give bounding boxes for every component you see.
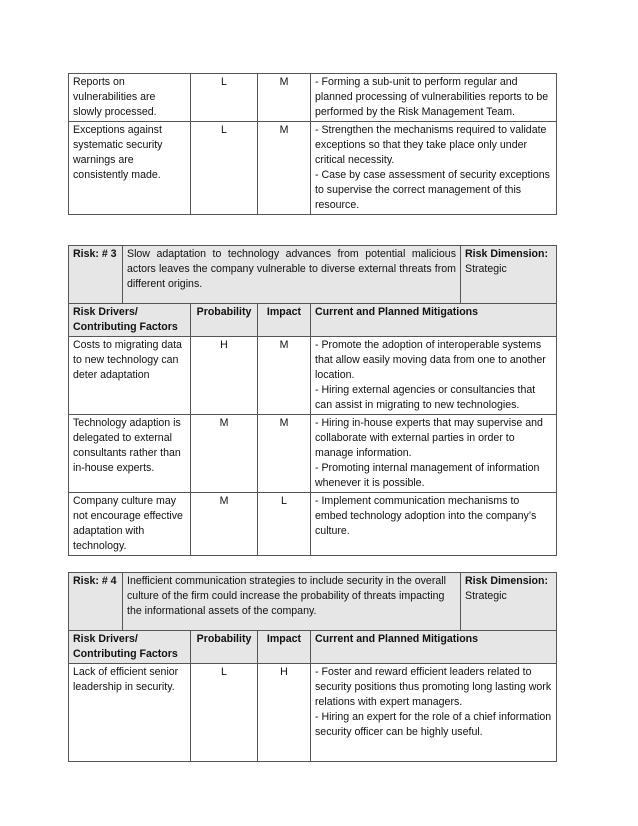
risk-dimension-label: Risk Dimension: xyxy=(465,248,549,260)
impact-cell: H xyxy=(258,664,311,762)
table-row xyxy=(69,337,557,415)
risk-header-row xyxy=(69,573,557,631)
impact-cell: L xyxy=(258,493,311,556)
risk-description: Slow adaptation to technology advances from potential malicious actors leaves the company vulnerable to diverse external threats from different origins. xyxy=(123,246,461,304)
risk-driver-cell: Reports on vulnerabilities are slowly processed. xyxy=(69,74,191,122)
mitigation-cell xyxy=(311,337,557,415)
table-row xyxy=(69,493,557,556)
column-header-probability: Probability xyxy=(191,304,258,337)
mitigation-item: - Case by case assessment of security exceptions to supervise the correct management of this resource. xyxy=(315,169,550,211)
mitigation-cell xyxy=(311,664,557,762)
column-header-row xyxy=(69,631,557,664)
probability-cell: H xyxy=(191,337,258,415)
risk-number: Risk: # 3 xyxy=(69,246,123,304)
risk-dimension xyxy=(461,573,557,631)
column-header-drivers: Risk Drivers/ Contributing Factors xyxy=(69,304,191,337)
column-header-mitigations: Current and Planned Mitigations xyxy=(311,304,557,337)
impact-cell: M xyxy=(258,415,311,493)
column-header-probability: Probability xyxy=(191,631,258,664)
probability-cell: L xyxy=(191,122,258,215)
column-header-impact: Impact xyxy=(258,631,311,664)
risk-3-table xyxy=(68,245,557,556)
mitigation-cell xyxy=(311,415,557,493)
mitigation-item: - Hiring an expert for the role of a chief information security officer can be highly useful. xyxy=(315,711,552,738)
column-header-impact: Impact xyxy=(258,304,311,337)
risk-driver-cell: Exceptions against systematic security warnings are consistently made. xyxy=(69,122,191,215)
risk-4-table xyxy=(68,572,557,762)
mitigation-item: - Promoting internal management of information whenever it is possible. xyxy=(315,462,540,489)
risk-description: Inefficient communication strategies to include security in the overall culture of the firm could increase the probability of threats impacting the informational assets of the company. xyxy=(123,573,461,631)
mitigation-cell xyxy=(311,74,557,122)
probability-cell: M xyxy=(191,493,258,556)
risk-driver-cell: Lack of efficient senior leadership in security. xyxy=(69,664,191,762)
impact-cell: M xyxy=(258,337,311,415)
mitigation-item: - Forming a sub-unit to perform regular and planned processing of vulnerabilities reports to be performed by the Risk Management Team. xyxy=(315,76,549,118)
column-header-mitigations: Current and Planned Mitigations xyxy=(311,631,557,664)
probability-cell: L xyxy=(191,664,258,762)
mitigation-item: - Hiring in-house experts that may supervise and collaborate with external parties in order to manage information. xyxy=(315,417,543,459)
risk-dimension-value: Strategic xyxy=(465,263,507,275)
mitigation-cell xyxy=(311,122,557,215)
risk-driver-cell: Costs to migrating data to new technology can deter adaptation xyxy=(69,337,191,415)
mitigation-item: - Hiring external agencies or consultancies that can assist in migrating to new technologies. xyxy=(315,384,536,411)
risk-driver-cell: Technology adaption is delegated to external consultants rather than in-house experts. xyxy=(69,415,191,493)
probability-cell: L xyxy=(191,74,258,122)
risk-header-row xyxy=(69,246,557,304)
risk-table-continued xyxy=(68,73,557,215)
mitigation-item: - Strengthen the mechanisms required to validate exceptions so that they take place only under critical necessity. xyxy=(315,124,547,166)
risk-dimension xyxy=(461,246,557,304)
mitigation-item: - Implement communication mechanisms to embed technology adoption into the company’s culture. xyxy=(315,495,537,537)
table-row xyxy=(69,122,557,215)
impact-cell: M xyxy=(258,74,311,122)
risk-driver-cell: Company culture may not encourage effective adaptation with technology. xyxy=(69,493,191,556)
table-row xyxy=(69,74,557,122)
risk-dimension-label: Risk Dimension: xyxy=(465,575,549,587)
mitigation-cell xyxy=(311,493,557,556)
risk-dimension-value: Strategic xyxy=(465,590,507,602)
impact-cell: M xyxy=(258,122,311,215)
column-header-row xyxy=(69,304,557,337)
mitigation-item: - Promote the adoption of interoperable systems that allow easily moving data from one to another location. xyxy=(315,339,546,381)
table-row xyxy=(69,664,557,762)
column-header-drivers: Risk Drivers/ Contributing Factors xyxy=(69,631,191,664)
probability-cell: M xyxy=(191,415,258,493)
mitigation-item: - Foster and reward efficient leaders related to security positions thus promoting long lasting work relations with expert managers. xyxy=(315,666,552,708)
risk-number: Risk: # 4 xyxy=(69,573,123,631)
table-row xyxy=(69,415,557,493)
